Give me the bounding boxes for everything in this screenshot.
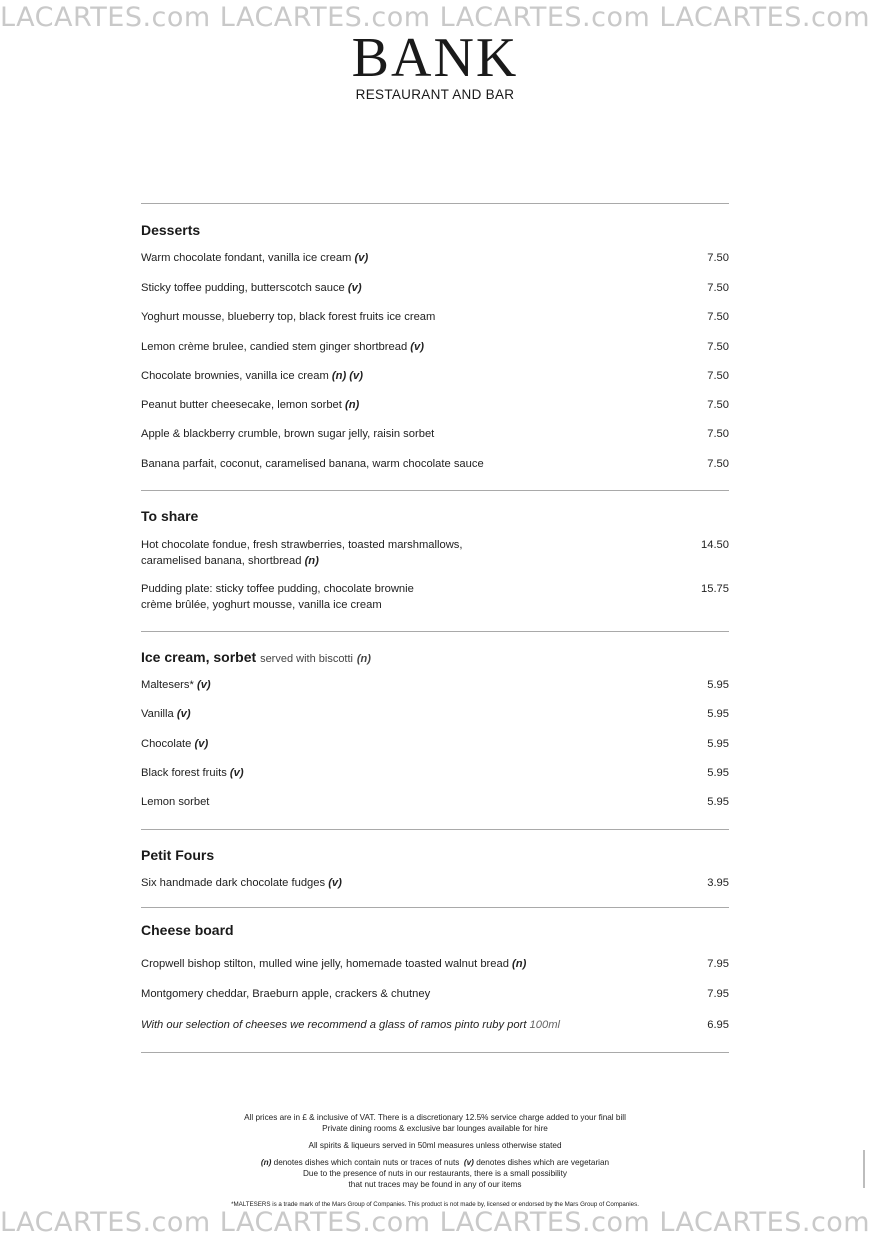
dietary-tag: (n) (v) <box>331 370 363 382</box>
item-name: Warm chocolate fondant, vanilla ice cream <box>141 252 352 264</box>
item-price: 7.95 <box>707 958 729 970</box>
item-price: 7.50 <box>707 282 729 294</box>
item-price: 5.95 <box>707 796 729 808</box>
brand-name: BANK <box>351 27 519 89</box>
item-price: 7.50 <box>707 341 729 353</box>
section-note: served with biscotti <box>260 653 353 665</box>
item-price: 7.50 <box>707 311 729 323</box>
item-name: Black forest fruits <box>141 767 227 779</box>
item-name: Yoghurt mousse, blueberry top, black forest fruits ice cream <box>141 311 436 323</box>
item-price: 7.50 <box>707 458 729 470</box>
divider <box>141 829 729 830</box>
watermark-bottom: LACARTES.com LACARTES.com LACARTES.com LACARTES.com <box>0 1208 870 1238</box>
item-price: 5.95 <box>707 767 729 779</box>
item-price: 7.95 <box>707 988 729 1000</box>
divider <box>141 203 729 204</box>
item-price: 7.50 <box>707 252 729 264</box>
item-name: Chocolate brownies, vanilla ice cream <box>141 370 329 382</box>
section-heading-desserts: Desserts <box>141 222 201 238</box>
print-code-mark <box>861 1150 867 1188</box>
dietary-tag: (v) <box>347 282 362 294</box>
section-heading-petit-fours: Petit Fours <box>141 847 215 863</box>
footer-dietary-legend <box>0 1157 870 1169</box>
footer-private-dining: Private dining rooms & exclusive bar lounges available for hire <box>322 1124 548 1133</box>
dietary-tag: (n) <box>356 653 371 665</box>
dietary-tag: (v) <box>194 738 209 750</box>
dietary-tag: (v) <box>410 341 424 353</box>
dietary-tag: (v) <box>176 708 191 720</box>
serving-size: 100ml <box>529 1019 561 1031</box>
item-price: 6.95 <box>707 1019 729 1031</box>
section-heading-to-share: To share <box>141 508 199 524</box>
section-heading-ice-cream <box>141 649 371 665</box>
footer-spirits-note: All spirits & liqueurs served in 50ml measures unless otherwise stated <box>308 1141 562 1150</box>
divider <box>141 1052 729 1053</box>
item-name: Peanut butter cheesecake, lemon sorbet <box>141 399 342 411</box>
footer-nut-warning: Due to the presence of nuts in our restaurants, there is a small possibility <box>303 1169 567 1178</box>
item-name-line1: Hot chocolate fondue, fresh strawberries, toasted marshmallows, <box>141 539 463 551</box>
footer-nut-warning-2: that nut traces may be found in any of our items <box>348 1180 522 1189</box>
dietary-tag: (v) <box>328 877 342 889</box>
recommendation-text: With our selection of cheeses we recommend a glass of ramos pinto ruby port <box>141 1019 527 1031</box>
item-price: 7.50 <box>707 370 729 382</box>
item-name: Lemon crème brulee, candied stem ginger shortbread <box>141 341 408 353</box>
divider <box>141 907 729 908</box>
dietary-tag: (n) <box>345 399 360 411</box>
section-title: Ice cream, sorbet <box>141 649 257 665</box>
dietary-tag: (v) <box>196 679 211 691</box>
dietary-tag: (v) <box>229 767 244 779</box>
item-price: 5.95 <box>707 738 729 750</box>
divider <box>141 490 729 491</box>
veg-legend: denotes dishes which are vegetarian <box>476 1158 610 1167</box>
item-name: Lemon sorbet <box>141 796 210 808</box>
section-heading-cheese-board: Cheese board <box>141 922 234 938</box>
item-price: 5.95 <box>707 708 729 720</box>
divider <box>141 631 729 632</box>
footer-prices-note: All prices are in £ & inclusive of VAT. There is a discretionary 12.5% service charge added to your final bill <box>244 1113 626 1122</box>
watermark-top: LACARTES.com LACARTES.com LACARTES.com LACARTES.com <box>0 3 870 33</box>
item-name: Banana parfait, coconut, caramelised banana, warm chocolate sauce <box>141 458 484 470</box>
nuts-tag: (n) <box>260 1158 272 1167</box>
item-price: 14.50 <box>701 539 729 551</box>
item-name: Sticky toffee pudding, butterscotch sauce <box>141 282 345 294</box>
item-name: Vanilla <box>141 708 174 720</box>
veg-tag: (v) <box>463 1158 474 1167</box>
item-name-line2: caramelised banana, shortbread <box>141 554 302 567</box>
item-name-line1: Pudding plate: sticky toffee pudding, chocolate brownie <box>141 583 414 595</box>
item-price: 7.50 <box>707 428 729 440</box>
dietary-tag: (n) <box>512 958 527 970</box>
item-name-line2: crème brûlée, yoghurt mousse, vanilla ice cream <box>141 598 382 611</box>
item-name: Maltesers* <box>141 679 194 691</box>
item-name: Montgomery cheddar, Braeburn apple, crackers & chutney <box>141 988 431 1000</box>
dietary-tag: (n) <box>304 554 319 567</box>
brand-subtitle: RESTAURANT AND BAR <box>355 87 515 102</box>
item-name: Cropwell bishop stilton, mulled wine jelly, homemade toasted walnut bread <box>141 958 509 970</box>
item-name: Six handmade dark chocolate fudges <box>141 877 326 889</box>
item-price: 5.95 <box>707 679 729 691</box>
item-price: 3.95 <box>707 877 729 889</box>
item-name: Chocolate <box>141 738 192 750</box>
dietary-tag: (v) <box>354 252 369 264</box>
footer-trademark: *MALTESERS is a trade mark of the Mars Group of Companies. This product is not made by, licensed or endorsed by the Mars Group of Companies. <box>231 1201 639 1208</box>
item-name: Apple & blackberry crumble, brown sugar jelly, raisin sorbet <box>141 428 435 440</box>
nuts-legend: denotes dishes which contain nuts or traces of nuts <box>273 1158 460 1167</box>
item-price: 15.75 <box>701 583 729 595</box>
item-price: 7.50 <box>707 399 729 411</box>
